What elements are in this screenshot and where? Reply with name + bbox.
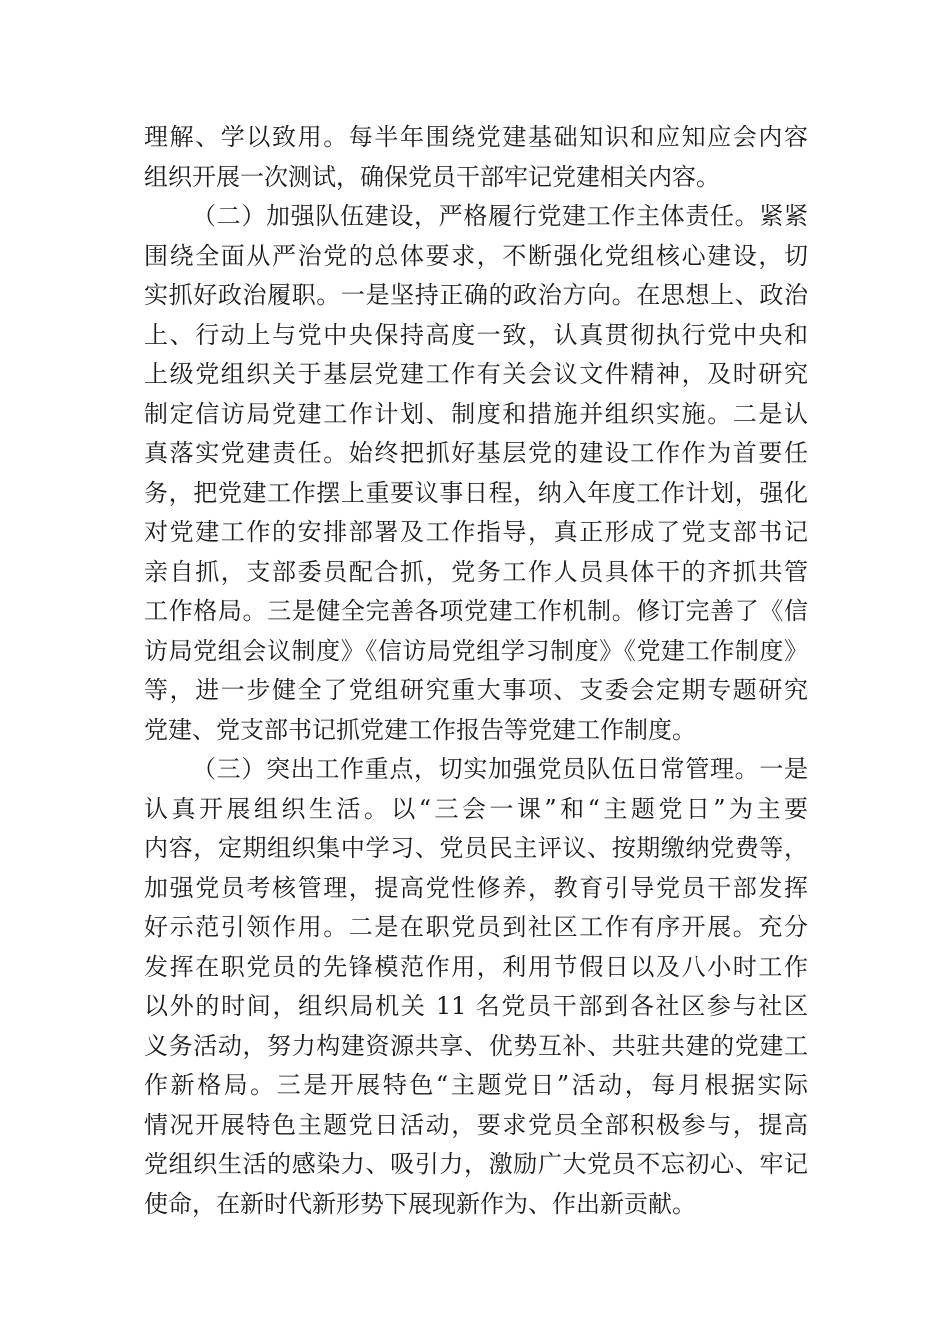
text-line: 义务活动，努力构建资源共享、优势互补、共驻共建的党建工 bbox=[144, 1031, 808, 1060]
text-line: 党建、党支部书记抓党建工作报告等党建工作制度。 bbox=[144, 715, 696, 744]
text-line: 认真开展组织生活。以“三会一课”和“主题党日”为主要 bbox=[144, 794, 808, 823]
text-line: 上级党组织关于基层党建工作有关会议文件精神，及时研究 bbox=[144, 360, 808, 388]
text-line: 围绕全面从严治党的总体要求，不断强化党组核心建设，切 bbox=[144, 241, 808, 270]
document-body bbox=[144, 118, 808, 1224]
text-line: 内容，定期组织集中学习、党员民主评议、按期缴纳党费等， bbox=[144, 834, 808, 862]
text-line: 组织开展一次测试，确保党员干部牢记党建相关内容。 bbox=[144, 162, 720, 191]
text-line: 发挥在职党员的先锋模范作用，利用节假日以及八小时工作 bbox=[144, 952, 808, 981]
text-line: （三）突出工作重点，切实加强党员队伍日常管理。一是 bbox=[192, 755, 808, 783]
text-line: 工作格局。三是健全完善各项党建工作机制。修订完善了《信 bbox=[144, 597, 808, 625]
text-line: 亲自抓，支部委员配合抓，党务工作人员具体干的齐抓共管 bbox=[144, 557, 808, 586]
text-line: 理解、学以致用。每半年围绕党建基础知识和应知应会内容 bbox=[144, 123, 808, 151]
text-line: 作新格局。三是开展特色“主题党日”活动，每月根据实际 bbox=[144, 1071, 808, 1099]
paragraph-2 bbox=[144, 197, 808, 750]
text-line: 等，进一步健全了党组研究重大事项、支委会定期专题研究 bbox=[144, 676, 808, 704]
text-line: 上、行动上与党中央保持高度一致，认真贯彻执行党中央和 bbox=[144, 320, 808, 349]
text-line: 制定信访局党建工作计划、制度和措施并组织实施。二是认 bbox=[144, 399, 808, 428]
text-line: 加强党员考核管理，提高党性修养，教育引导党员干部发挥 bbox=[144, 873, 808, 902]
text-line: 访局党组会议制度》《信访局党组学习制度》《党建工作制度》 bbox=[144, 636, 808, 665]
text-line: 以外的时间，组织局机关 11 名党员干部到各社区参与社区 bbox=[144, 992, 808, 1020]
paragraph-1 bbox=[144, 118, 808, 197]
text-line: 好示范引领作用。二是在职党员到社区工作有序开展。充分 bbox=[144, 913, 808, 941]
text-line: 使命，在新时代新形势下展现新作为、作出新贡献。 bbox=[144, 1189, 696, 1218]
text-line: 真落实党建责任。始终把抓好基层党的建设工作作为首要任 bbox=[144, 439, 808, 467]
text-line: （二）加强队伍建设，严格履行党建工作主体责任。紧紧 bbox=[192, 202, 808, 230]
text-line: 党组织生活的感染力、吸引力，激励广大党员不忘初心、牢记 bbox=[144, 1150, 808, 1178]
text-line: 对党建工作的安排部署及工作指导，真正形成了党支部书记 bbox=[144, 518, 808, 546]
text-line: 务，把党建工作摆上重要议事日程，纳入年度工作计划，强化 bbox=[144, 478, 808, 507]
paragraph-3 bbox=[144, 750, 808, 1224]
text-line: 情况开展特色主题党日活动，要求党员全部积极参与，提高 bbox=[144, 1110, 808, 1139]
text-line: 实抓好政治履职。一是坚持正确的政治方向。在思想上、政治 bbox=[144, 281, 808, 309]
